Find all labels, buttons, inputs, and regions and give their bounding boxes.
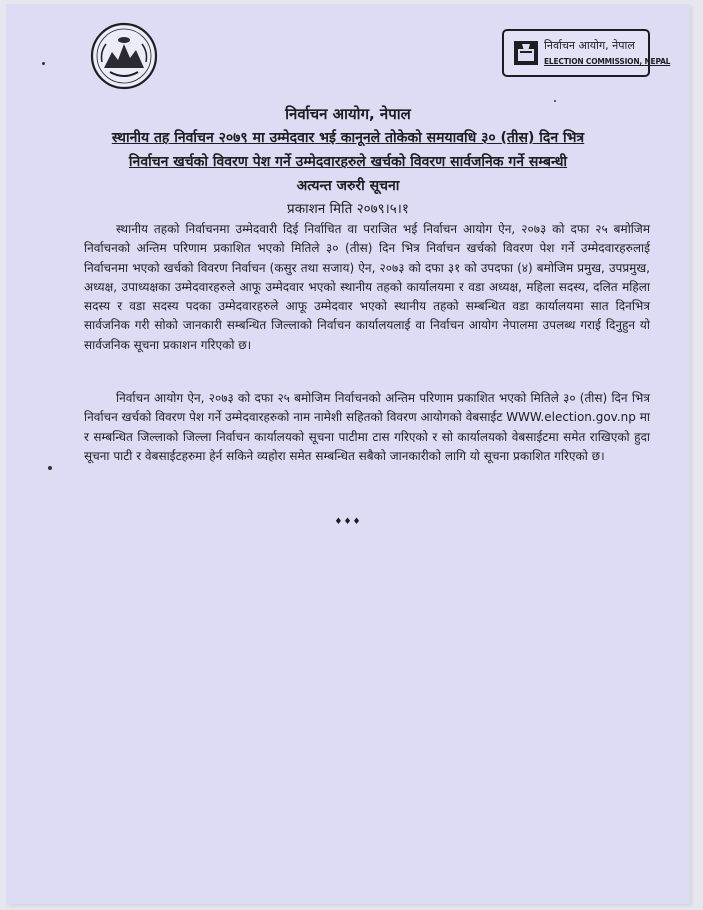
logo-name-nepali: निर्वाचन आयोग, नेपाल [544,39,635,52]
logo-name-english: ELECTION COMMISSION, NEPAL [544,57,671,66]
publication-date: प्रकाशन मिति २०७९।५।१ [287,201,409,217]
organization-heading: निर्वाचन आयोग, नेपाल [285,105,411,123]
ballot-box-icon [513,40,539,66]
notice-paragraph-1: स्थानीय तहको निर्वाचनमा उम्मेदवारी दिई निर्वाचित वा पराजित भई निर्वाचन आयोग ऐन, २०७३ को दफा २५ बमोजिम निर्वाचनको अन्तिम परिणाम प्रकाशित भएको मितिले ३० (तीस) दिन भित्र निर्वाचन खर्चको विवरण पेश गर्ने उम्मेदवारहरुलाई निर्वाचनमा भएको खर्चको विवरण निर्वाचन (कसुर तथा सजाय) ऐन, २०७३ को दफा ३१ को उपदफा (४) बमोजिम प्रमुख, उपप्रमुख, अध्यक्ष, उपाध्यक्षका उम्मेदवारहरुले आफू उम्मेदवार भएको स्थानीय तहको कार्यालयमा र वडा अध्यक्ष, महिला सदस्य, दलित महिला सदस्य र वडा सदस्य पदका उम्मेदवारहरुले आफू उम्मेदवार भएको स्थानीय तहको सम्बन्धित वडा कार्यालयमा सात दिनभित्र सार्वजनिक गरी सोको जानकारी सम्बन्धित जिल्लाको निर्वाचन कार्यालयलाई वा निर्वाचन आयोग नेपालमा उपलब्ध गराई दिनुहुन यो सार्वजनिक सूचना प्रकाशन गरिएको छ। [84,222,650,352]
government-emblem-icon [90,22,158,90]
election-commission-logo [502,29,671,77]
section-separator: ♦♦♦ [334,517,362,527]
scan-speck [554,100,556,102]
subject-line-1: स्थानीय तह निर्वाचन २०७९ मा उम्मेदवार भई कानूनले तोकेको समयावधि ३० (तीस) दिन भित्र [111,130,585,146]
document-page [6,4,690,904]
notice-paragraph-2: निर्वाचन आयोग ऐन, २०७३ को दफा २५ बमोजिम निर्वाचनको अन्तिम परिणाम प्रकाशित भएको मितिले ३० (तीस) दिन भित्र निर्वाचन खर्चको विवरण पेश गर्ने उम्मेदवारहरुको नाम नामेशी सहितको विवरण आयोगको वेबसाईट WWW.election.gov.np मा र सम्बन्धित जिल्लाको जिल्ला निर्वाचन कार्यालयको सूचना पाटीमा टास गरिएको र सो कार्यालयको वेबसाईटमा समेत राखिएको हुदा सूचना पाटी र वेबसाईटहरुमा हेर्न सकिने व्यहोरा समेत सम्बन्धित सबैको जानकारीको लागि यो सूचना प्रकाशित गरिएको छ। [84,391,650,463]
scan-speck [48,466,52,470]
subject-line-2: निर्वाचन खर्चको विवरण पेश गर्ने उम्मेदवारहरुले खर्चको विवरण सार्वजनिक गर्ने सम्बन्धी [128,154,568,170]
scan-speck [42,62,45,65]
notice-title: अत्यन्त जरुरी सूचना [296,178,400,194]
